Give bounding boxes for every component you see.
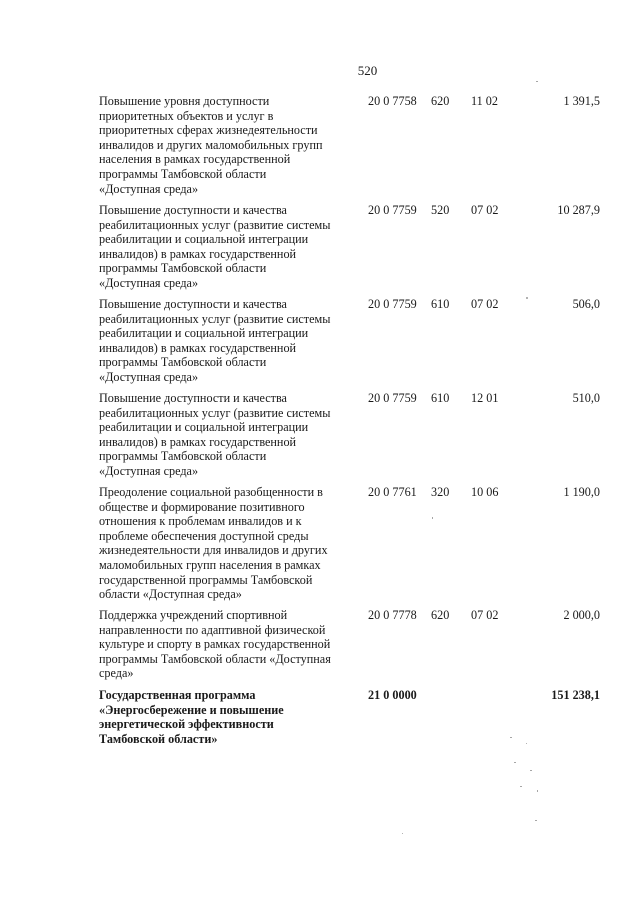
row-section-subsection: 11 02 xyxy=(471,94,498,108)
row-target-article: 20 0 7759 xyxy=(368,203,417,217)
table-row-program-total xyxy=(99,688,609,750)
row-amount: 2 000,0 xyxy=(563,608,600,622)
table-row xyxy=(99,485,609,608)
row-section-subsection: 07 02 xyxy=(471,297,499,311)
table-row xyxy=(99,203,609,297)
budget-table xyxy=(99,94,609,750)
row-amount: 1 391,5 xyxy=(563,94,600,108)
row-amount: 10 287,9 xyxy=(557,203,600,217)
row-amount: 510,0 xyxy=(572,391,600,405)
row-section-subsection: 07 02 xyxy=(471,608,499,622)
table-row xyxy=(99,391,609,485)
scan-speck xyxy=(514,762,516,763)
row-expense-type: 620 xyxy=(431,608,450,622)
scan-speck xyxy=(432,517,433,519)
row-description: Повышение доступности и качества реабилитационных услуг (развитие системы реабилитации и социальной интеграции инвалидов) в рамках государственной программы Тамбовской области «Доступная среда» xyxy=(99,297,331,384)
scan-speck xyxy=(510,737,512,738)
row-description: Преодоление социальной разобщенности в обществе и формирование позитивного отношения к проблемам инвалидов и к проблеме обеспечения доступной среды жизнедеятельности для инвалидов и других маломобильных групп населения в рамках государственной программы Тамбовской области «Доступная среда» xyxy=(99,485,328,602)
row-amount: 506,0 xyxy=(572,297,600,311)
row-description: Поддержка учреждений спортивной направленности по адаптивной физической культуре и спорту в рамках государственной программы Тамбовской области «Доступная среда» xyxy=(99,608,331,681)
row-description: Повышение доступности и качества реабилитационных услуг (развитие системы реабилитации и социальной интеграции инвалидов) в рамках государственной программы Тамбовской области «Доступная среда» xyxy=(99,203,331,290)
row-amount: 1 190,0 xyxy=(563,485,600,499)
scan-speck xyxy=(402,833,403,834)
table-row xyxy=(99,297,609,391)
page-number: 520 xyxy=(357,63,378,78)
scan-speck xyxy=(537,790,538,792)
row-description: Повышение доступности и качества реабилитационных услуг (развитие системы реабилитации и социальной интеграции инвалидов) в рамках государственной программы Тамбовской области «Доступная среда» xyxy=(99,391,331,478)
row-description: Государственная программа «Энергосбережение и повышение энергетической эффективности Тамбовской области» xyxy=(99,688,284,746)
row-target-article: 20 0 7759 xyxy=(368,391,417,405)
row-section-subsection: 07 02 xyxy=(471,203,499,217)
row-expense-type: 610 xyxy=(431,297,450,311)
row-expense-type: 620 xyxy=(431,94,450,108)
table-row xyxy=(99,94,609,203)
row-expense-type: 610 xyxy=(431,391,450,405)
scan-speck xyxy=(530,770,532,771)
row-target-article: 20 0 7778 xyxy=(368,608,417,622)
row-section-subsection: 12 01 xyxy=(471,391,499,405)
row-target-article: 20 0 7759 xyxy=(368,297,417,311)
row-target-article: 20 0 7758 xyxy=(368,94,417,108)
scan-speck xyxy=(535,820,537,821)
row-description: Повышение уровня доступности приоритетных объектов и услуг в приоритетных сферах жизнедеятельности инвалидов и других маломобильных групп населения в рамках государственной программы Тамбовской области «Доступная среда» xyxy=(99,94,323,196)
table-row xyxy=(99,608,609,688)
row-expense-type: 320 xyxy=(431,485,450,499)
scan-speck xyxy=(536,81,538,82)
row-amount: 151 238,1 xyxy=(551,688,600,702)
row-expense-type: 520 xyxy=(431,203,450,217)
scan-speck xyxy=(520,786,522,787)
row-section-subsection: 10 06 xyxy=(471,485,499,499)
scan-speck xyxy=(526,743,527,744)
scan-speck xyxy=(526,297,528,299)
row-target-article: 20 0 7761 xyxy=(368,485,417,499)
row-target-article: 21 0 0000 xyxy=(368,688,417,702)
